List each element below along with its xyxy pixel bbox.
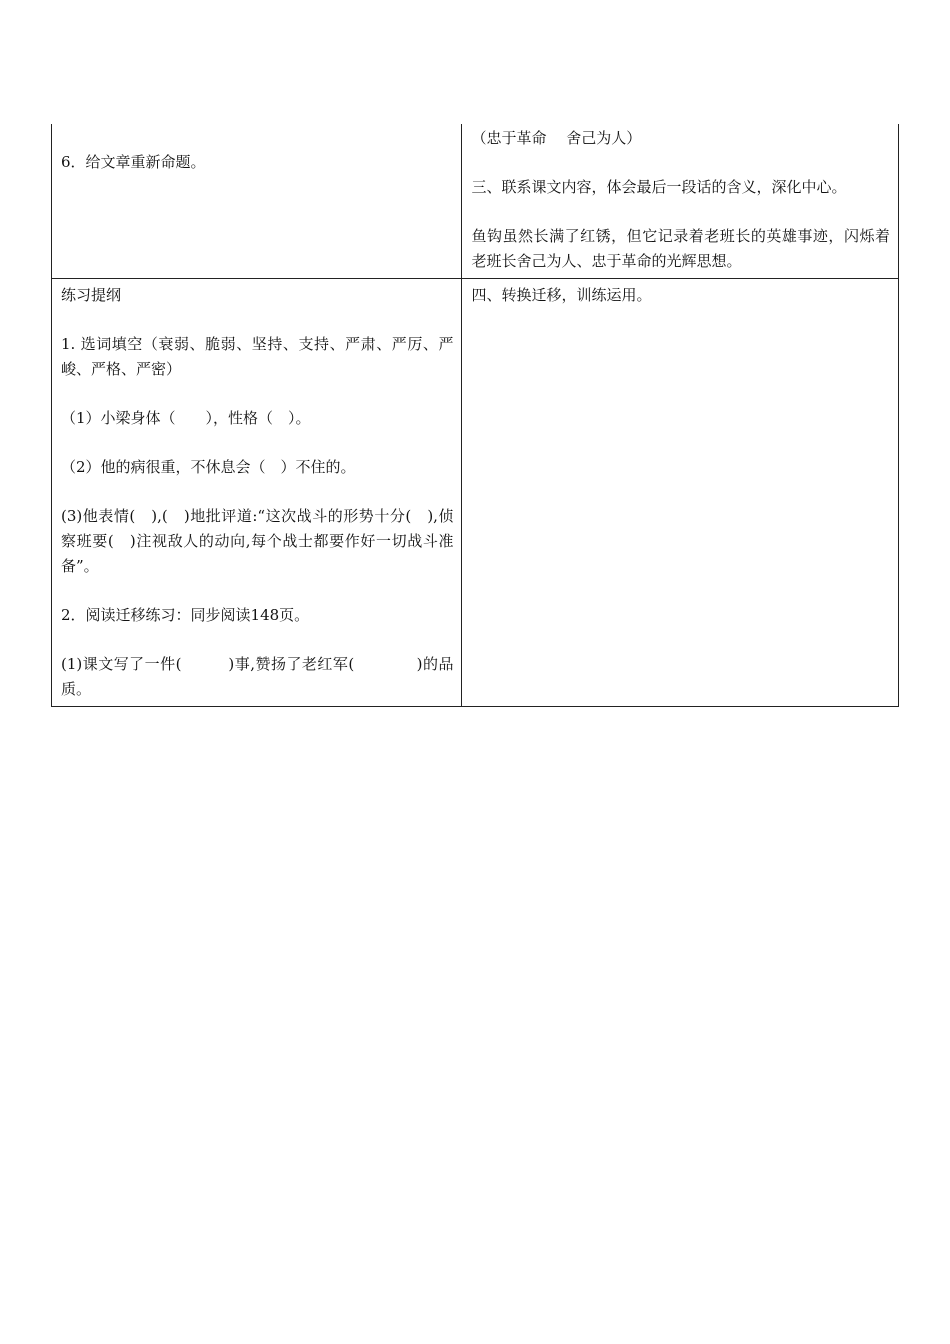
exercise-2-instruction: 2．阅读迁移练习：同步阅读148页。 bbox=[61, 606, 310, 624]
exercise-1-instruction: 1. 选词填空（衰弱、脆弱、坚持、支持、严肃、严厉、严峻、严格、严密） bbox=[61, 335, 454, 378]
table-row-bottom bbox=[52, 279, 899, 707]
exercise-2-item-1: (1)课文写了一件( )事,赞扬了老红军( )的品质。 bbox=[61, 655, 454, 698]
question-6-text: 6．给文章重新命题。 bbox=[61, 153, 206, 171]
table-cell-bottom-right bbox=[462, 279, 899, 707]
section-4-heading: 四、转换迁移，训练运用。 bbox=[471, 286, 652, 304]
answer-title-suggestion: （忠于革命 舍己为人） bbox=[471, 129, 642, 147]
lesson-plan-table bbox=[51, 124, 899, 707]
table-cell-top-left bbox=[52, 124, 462, 279]
exercise-outline-heading: 练习提纲 bbox=[61, 286, 122, 304]
table-cell-top-right bbox=[462, 124, 899, 279]
exercise-1-item-3: (3)他表情( ),( )地批评道:“这次战斗的形势十分( ),侦察班要( )注视敌人的动向,每个战士都要作好一切战斗准备”。 bbox=[61, 507, 454, 575]
table-cell-bottom-left bbox=[52, 279, 462, 707]
section-3-summary: 鱼钩虽然长满了红锈，但它记录着老班长的英雄事迹，闪烁着老班长舍己为人、忠于革命的光辉思想。 bbox=[471, 227, 890, 270]
exercise-1-item-2: （2）他的病很重，不休息会（ ）不住的。 bbox=[61, 458, 356, 476]
table-row-top bbox=[52, 124, 899, 279]
exercise-1-item-1: （1）小梁身体（ ），性格（ ）。 bbox=[61, 409, 311, 427]
section-3-heading: 三、联系课文内容，体会最后一段话的含义，深化中心。 bbox=[471, 178, 847, 196]
